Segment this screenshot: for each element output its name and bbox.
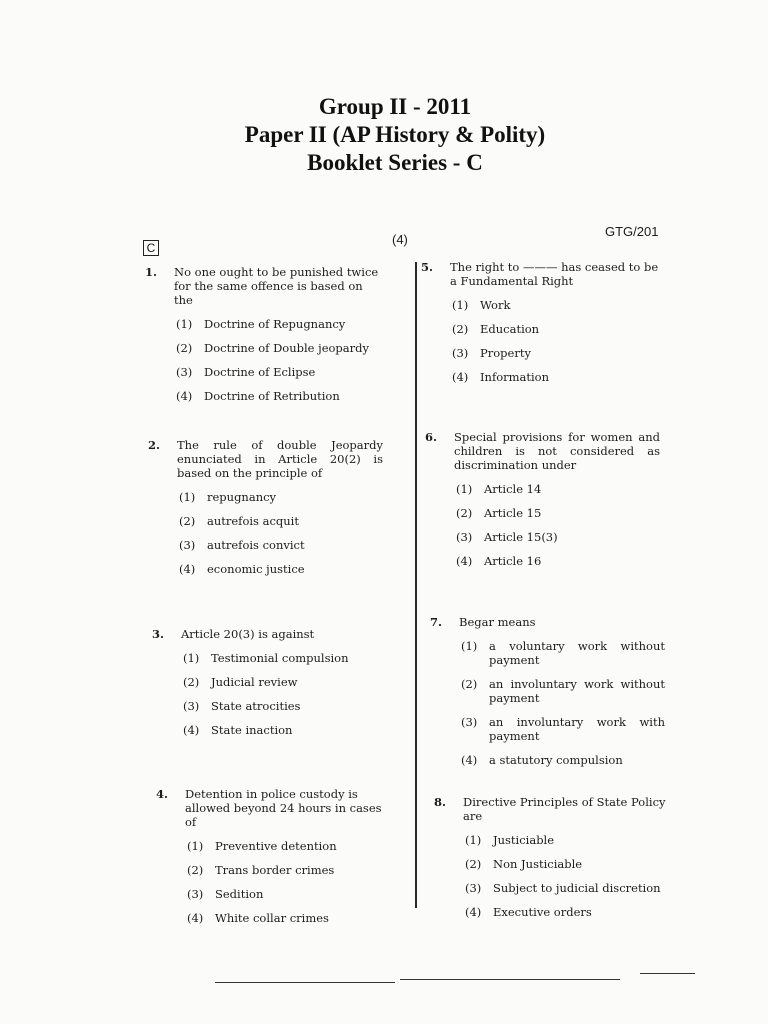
option-text: Education [480, 322, 540, 336]
option-3[interactable] [181, 699, 391, 713]
option-text: economic justice [207, 562, 305, 576]
option-text: Non Justiciable [493, 857, 583, 871]
question-stem: Directive Principles of State Policy are [463, 795, 666, 823]
option-text: Article 15 [484, 506, 542, 520]
option-text: Information [480, 370, 550, 384]
option-text: Testimonial compulsion [211, 651, 349, 665]
option-number: (3) [183, 699, 200, 713]
option-2[interactable] [174, 341, 384, 355]
option-2[interactable] [181, 675, 391, 689]
question-number: 2. [148, 438, 161, 452]
option-1[interactable] [454, 482, 660, 496]
option-number: (3) [456, 530, 473, 544]
page-title [0, 93, 768, 177]
option-number: (3) [452, 346, 469, 360]
option-number: (1) [461, 639, 478, 653]
booklet-series-title: Booklet Series - C [307, 150, 483, 175]
question-5 [421, 260, 662, 384]
option-number: (4) [461, 753, 478, 767]
option-text: Property [480, 346, 531, 360]
option-3[interactable] [177, 538, 383, 552]
option-text: Sedition [215, 887, 264, 901]
option-4[interactable] [185, 911, 395, 925]
option-4[interactable] [174, 389, 384, 403]
option-text: Justiciable [493, 833, 555, 847]
option-text: Judicial review [211, 675, 298, 689]
bottom-rule-mid [400, 979, 620, 980]
option-text: Doctrine of Eclipse [204, 365, 316, 379]
option-number: (3) [179, 538, 196, 552]
paper-title: Paper II (AP History & Polity) [244, 122, 546, 147]
option-number: (2) [461, 677, 478, 691]
question-number: 7. [430, 615, 443, 629]
option-number: (2) [465, 857, 482, 871]
option-3[interactable] [463, 881, 673, 895]
question-number: 6. [425, 430, 438, 444]
question-stem: The rule of double Jeopardy enunciated in Article 20(2) is based on the principle of [177, 438, 383, 480]
option-text: Work [480, 298, 511, 312]
option-number: (4) [452, 370, 469, 384]
option-4[interactable] [450, 370, 662, 384]
paper-code: GTG/201 [605, 224, 659, 239]
option-text: autrefois convict [207, 538, 305, 552]
option-4[interactable] [454, 554, 660, 568]
option-4[interactable] [459, 753, 665, 767]
option-number: (2) [187, 863, 204, 877]
option-text: Article 15(3) [484, 530, 558, 544]
booklet-series-box: C [143, 240, 159, 256]
column-divider [415, 262, 417, 908]
question-stem: Detention in police custody is allowed beyond 24 hours in cases of [185, 787, 382, 829]
question-3 [152, 627, 391, 737]
option-text: State inaction [211, 723, 293, 737]
option-text: an involuntary work with payment [489, 715, 665, 743]
bottom-rule-right [640, 973, 695, 974]
question-6 [425, 430, 660, 568]
question-stem: Begar means [459, 615, 536, 629]
option-number: (4) [465, 905, 482, 919]
option-number: (1) [176, 317, 193, 331]
question-8 [434, 795, 673, 919]
option-3[interactable] [450, 346, 662, 360]
option-number: (1) [183, 651, 200, 665]
option-number: (1) [465, 833, 482, 847]
question-stem: No one ought to be punished twice for the same offence is based on the [174, 265, 379, 307]
option-1[interactable] [450, 298, 662, 312]
option-2[interactable] [185, 863, 395, 877]
option-number: (4) [183, 723, 200, 737]
question-1 [145, 265, 384, 403]
option-1[interactable] [177, 490, 383, 504]
option-text: Doctrine of Repugnancy [204, 317, 346, 331]
option-number: (2) [456, 506, 473, 520]
option-number: (2) [183, 675, 200, 689]
question-number: 8. [434, 795, 447, 809]
option-3[interactable] [454, 530, 660, 544]
option-1[interactable] [181, 651, 391, 665]
option-text: Preventive detention [215, 839, 337, 853]
option-number: (3) [176, 365, 193, 379]
option-number: (4) [176, 389, 193, 403]
option-number: (2) [452, 322, 469, 336]
option-text: repugnancy [207, 490, 277, 504]
option-number: (4) [187, 911, 204, 925]
question-stem: The right to ——— has ceased to be a Fundamental Right [450, 260, 659, 288]
option-1[interactable] [459, 639, 665, 667]
option-text: Article 14 [484, 482, 542, 496]
option-text: Subject to judicial discretion [493, 881, 661, 895]
question-number: 5. [421, 260, 434, 274]
option-text: Doctrine of Retribution [204, 389, 340, 403]
option-number: (4) [456, 554, 473, 568]
option-4[interactable] [463, 905, 673, 919]
option-2[interactable] [459, 677, 665, 705]
option-text: autrefois acquit [207, 514, 299, 528]
option-text: State atrocities [211, 699, 301, 713]
option-1[interactable] [174, 317, 384, 331]
option-number: (1) [179, 490, 196, 504]
option-number: (1) [456, 482, 473, 496]
exam-title: Group II - 2011 [318, 94, 472, 119]
option-text: Doctrine of Double jeopardy [204, 341, 370, 355]
question-number: 4. [156, 787, 169, 801]
option-text: an involuntary work without payment [489, 677, 665, 705]
option-3[interactable] [174, 365, 384, 379]
question-stem: Article 20(3) is against [181, 627, 315, 641]
option-2[interactable] [454, 506, 660, 520]
question-number: 1. [145, 265, 158, 279]
option-text: a voluntary work without payment [489, 639, 665, 667]
question-number: 3. [152, 627, 165, 641]
option-number: (1) [452, 298, 469, 312]
question-2 [148, 438, 383, 576]
option-number: (2) [179, 514, 196, 528]
option-text: Executive orders [493, 905, 592, 919]
question-7 [430, 615, 665, 767]
option-1[interactable] [463, 833, 673, 847]
option-number: (3) [187, 887, 204, 901]
question-4 [156, 787, 395, 925]
option-2[interactable] [450, 322, 662, 336]
option-1[interactable] [185, 839, 395, 853]
option-text: White collar crimes [215, 911, 329, 925]
option-text: Article 16 [484, 554, 542, 568]
option-text: a statutory compulsion [489, 753, 623, 767]
option-number: (1) [187, 839, 204, 853]
option-3[interactable] [459, 715, 665, 743]
option-text: Trans border crimes [215, 863, 335, 877]
page-number: (4) [392, 232, 408, 247]
option-3[interactable] [185, 887, 395, 901]
option-4[interactable] [181, 723, 391, 737]
bottom-rule-left [215, 982, 395, 983]
option-4[interactable] [177, 562, 383, 576]
option-2[interactable] [463, 857, 673, 871]
option-2[interactable] [177, 514, 383, 528]
option-number: (3) [465, 881, 482, 895]
question-stem: Special provisions for women and children is not considered as discrimination under [454, 430, 660, 472]
option-number: (3) [461, 715, 478, 729]
option-number: (4) [179, 562, 196, 576]
option-number: (2) [176, 341, 193, 355]
